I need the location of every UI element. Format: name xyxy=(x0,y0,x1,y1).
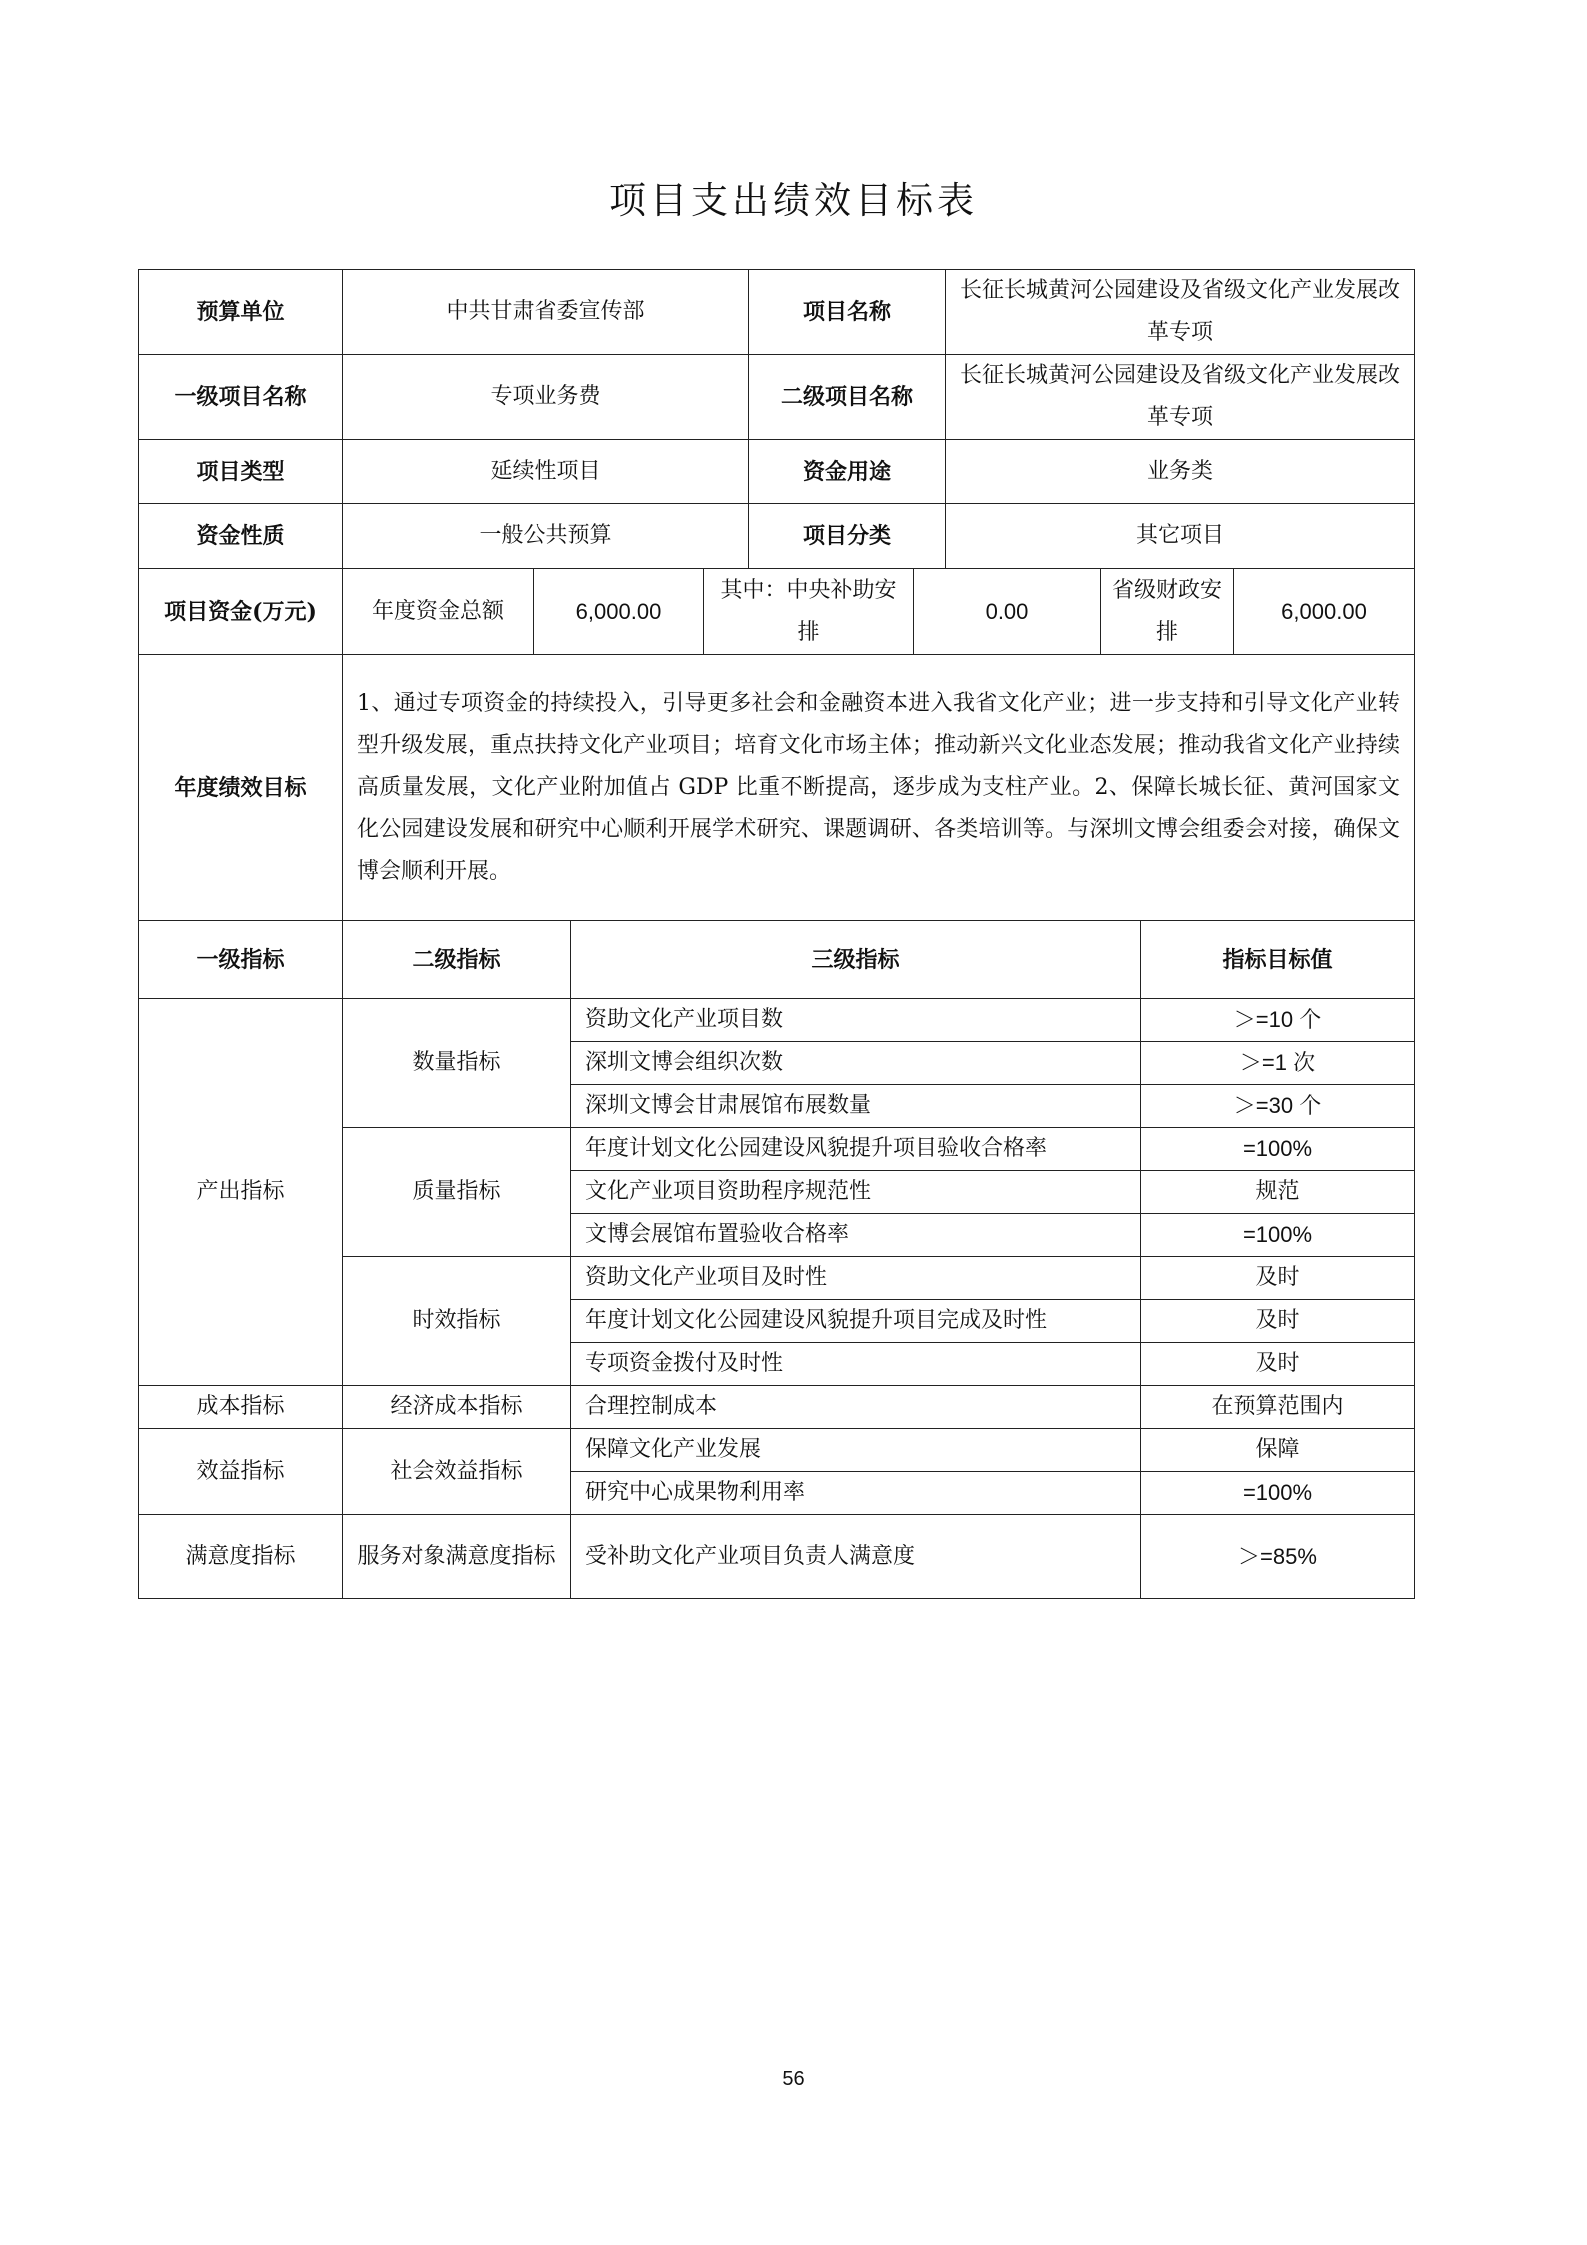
table-row: 合理控制成本 xyxy=(571,1386,1141,1429)
central-subsidy-label: 其中：中央补助安排 xyxy=(704,569,914,655)
fund-usage-value: 业务类 xyxy=(946,440,1415,504)
target-value: ＞=10 个 xyxy=(1141,999,1415,1042)
target-value: =100% xyxy=(1141,1472,1415,1515)
annual-total-label: 年度资金总额 xyxy=(343,569,534,655)
table-row: 资助文化产业项目及时性 xyxy=(571,1257,1141,1300)
project-name-label: 项目名称 xyxy=(749,270,946,355)
output-indicator: 产出指标 xyxy=(139,999,343,1386)
header-level3: 三级指标 xyxy=(571,921,1141,999)
table-row: 专项资金拨付及时性 xyxy=(571,1343,1141,1386)
level2-project-value: 长征长城黄河公园建设及省级文化产业发展改革专项 xyxy=(946,355,1415,440)
target-value: ＞=85% xyxy=(1141,1515,1415,1599)
funds-goal-table xyxy=(138,568,1415,921)
level1-project-value: 专项业务费 xyxy=(343,355,749,440)
annual-total-value: 6,000.00 xyxy=(534,569,704,655)
target-value: =100% xyxy=(1141,1128,1415,1171)
quality-indicator: 质量指标 xyxy=(343,1128,571,1257)
target-value: ＞=30 个 xyxy=(1141,1085,1415,1128)
central-subsidy-value: 0.00 xyxy=(914,569,1101,655)
target-value: =100% xyxy=(1141,1214,1415,1257)
level1-project-label: 一级项目名称 xyxy=(139,355,343,440)
table-row: 保障文化产业发展 xyxy=(571,1429,1141,1472)
table-row: 文化产业项目资助程序规范性 xyxy=(571,1171,1141,1214)
project-info-table xyxy=(138,269,1415,569)
fund-nature-label: 资金性质 xyxy=(139,504,343,569)
header-level1: 一级指标 xyxy=(139,921,343,999)
target-value: 保障 xyxy=(1141,1429,1415,1472)
annual-goal-label: 年度绩效目标 xyxy=(139,655,343,921)
project-category-label: 项目分类 xyxy=(749,504,946,569)
table-row: 资助文化产业项目数 xyxy=(571,999,1141,1042)
table-row: 受补助文化产业项目负责人满意度 xyxy=(571,1515,1141,1599)
table-row: 年度计划文化公园建设风貌提升项目完成及时性 xyxy=(571,1300,1141,1343)
budget-unit-label: 预算单位 xyxy=(139,270,343,355)
satisfaction-indicator: 满意度指标 xyxy=(139,1515,343,1599)
quantity-indicator: 数量指标 xyxy=(343,999,571,1128)
table-row: 深圳文博会组织次数 xyxy=(571,1042,1141,1085)
project-name-value: 长征长城黄河公园建设及省级文化产业发展改革专项 xyxy=(946,270,1415,355)
target-value: 及时 xyxy=(1141,1257,1415,1300)
fund-usage-label: 资金用途 xyxy=(749,440,946,504)
table-row: 文博会展馆布置验收合格率 xyxy=(571,1214,1141,1257)
cost-indicator: 成本指标 xyxy=(139,1386,343,1429)
target-value: 及时 xyxy=(1141,1300,1415,1343)
table-row: 深圳文博会甘肃展馆布展数量 xyxy=(571,1085,1141,1128)
provincial-fund-label: 省级财政安排 xyxy=(1101,569,1234,655)
level2-project-label: 二级项目名称 xyxy=(749,355,946,440)
social-benefit-indicator: 社会效益指标 xyxy=(343,1429,571,1515)
page-number: 56 xyxy=(782,2068,805,2090)
table-row: 研究中心成果物利用率 xyxy=(571,1472,1141,1515)
target-value: 及时 xyxy=(1141,1343,1415,1386)
provincial-fund-value: 6,000.00 xyxy=(1234,569,1415,655)
header-target: 指标目标值 xyxy=(1141,921,1415,999)
project-funds-label: 项目资金(万元) xyxy=(139,569,343,655)
budget-unit-value: 中共甘肃省委宣传部 xyxy=(343,270,749,355)
page-title: 项目支出绩效目标表 xyxy=(609,179,978,222)
fund-nature-value: 一般公共预算 xyxy=(343,504,749,569)
target-value: ＞=1 次 xyxy=(1141,1042,1415,1085)
header-level2: 二级指标 xyxy=(343,921,571,999)
table-row: 年度计划文化公园建设风貌提升项目验收合格率 xyxy=(571,1128,1141,1171)
project-category-value: 其它项目 xyxy=(946,504,1415,569)
annual-goal-text: 1、通过专项资金的持续投入，引导更多社会和金融资本进入我省文化产业；进一步支持和引导文化产业转型升级发展，重点扶持文化产业项目；培育文化市场主体；推动新兴文化业态发展；推动我省文化产业持续高质量发展，文化产业附加值占 GDP 比重不断提高，逐步成为支柱产业。2、保障长城长征、黄河国家文化公园建设发展和研究中心顺利开展学术研究、课题调研、各类培训等。与深圳文博会组委会对接，确保文博会顺利开展。 xyxy=(343,655,1415,921)
project-type-label: 项目类型 xyxy=(139,440,343,504)
timeliness-indicator: 时效指标 xyxy=(343,1257,571,1386)
target-value: 规范 xyxy=(1141,1171,1415,1214)
project-type-value: 延续性项目 xyxy=(343,440,749,504)
target-value: 在预算范围内 xyxy=(1141,1386,1415,1429)
economic-cost-indicator: 经济成本指标 xyxy=(343,1386,571,1429)
benefit-indicator: 效益指标 xyxy=(139,1429,343,1515)
indicators-table xyxy=(138,920,1415,1599)
service-satisfaction-indicator: 服务对象满意度指标 xyxy=(343,1515,571,1599)
